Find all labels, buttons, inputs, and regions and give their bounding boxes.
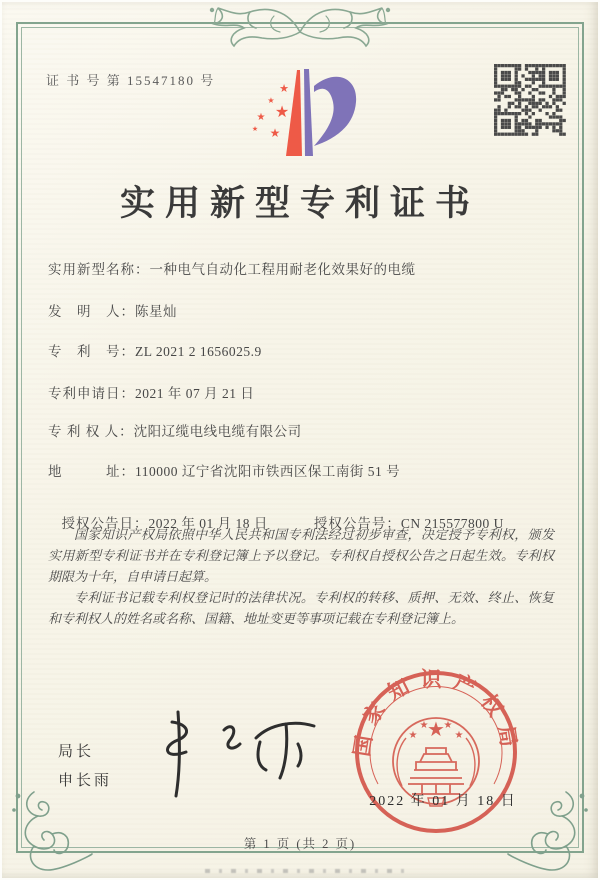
svg-text:★: ★	[269, 126, 281, 140]
svg-text:★: ★	[443, 720, 453, 731]
director-title: 局长	[58, 744, 95, 760]
director-name: 申长雨	[58, 772, 113, 789]
field-row-filing-date	[48, 382, 568, 402]
field-value: 一种电气自动化工程用耐老化效果好的电缆	[149, 262, 416, 277]
field-label: 实用新型名称：	[48, 262, 150, 277]
certificate-number: 证 书 号 第 15547180 号	[46, 73, 216, 88]
cnipa-ip-logo-icon	[230, 56, 370, 168]
seal-date: 2022 年 01 月 18 日	[369, 794, 517, 809]
svg-text:★: ★	[408, 730, 418, 741]
svg-text:★: ★	[427, 719, 445, 741]
legal-paragraph-2: 专利证书记载专利权登记时的法律状况。专利权的转移、质押、无效、终止、恢复和专利权人的姓名或名称、国籍、地址变更等事项记载在专利登记簿上。	[48, 590, 554, 627]
field-row-patent-no	[48, 340, 568, 360]
field-value: 陈星灿	[135, 304, 177, 319]
field-value: 2021 年 07 月 21 日	[135, 386, 255, 401]
field-row-name	[48, 258, 568, 278]
director-block	[58, 738, 112, 795]
certificate-title: 实用新型专利证书	[119, 184, 480, 223]
page-number: 第 1 页 (共 2 页)	[243, 837, 357, 851]
grant-no-value: CN 215577800 U	[400, 516, 504, 531]
svg-text:★: ★	[267, 96, 275, 105]
field-label: 专 利 权 人：	[48, 424, 134, 439]
grant-date-value: 2022 年 01 月 18 日	[148, 516, 268, 531]
legal-text	[48, 524, 554, 629]
svg-text:★: ★	[279, 83, 289, 95]
field-row-patentee	[48, 420, 568, 440]
qr-code	[494, 64, 566, 136]
top-ornament-flourish-icon	[188, 2, 412, 48]
field-label: 地 址：	[48, 464, 135, 479]
field-value: 沈阳辽缆电线电缆有限公司	[133, 424, 302, 439]
field-value: 110000 辽宁省沈阳市铁西区保工南街 51 号	[135, 464, 401, 479]
field-row-address	[48, 460, 568, 480]
official-round-seal-icon	[350, 666, 522, 838]
svg-text:★: ★	[274, 104, 290, 121]
seal-ring-text: 国家知识产权局	[350, 667, 522, 759]
grant-date-label: 授权公告日：	[61, 516, 149, 531]
handwritten-signature-icon	[128, 700, 328, 805]
field-label: 发 明 人：	[48, 304, 135, 319]
cutoff-text-fragment	[205, 869, 405, 873]
field-label: 专 利 号：	[48, 344, 135, 359]
legal-paragraph-1: 国家知识产权局依照中华人民共和国专利法经过初步审查，决定授予专利权，颁发实用新型专利证书并在专利登记簿上予以登记。专利权自授权公告之日起生效。专利权期限为十年，自申请日起算。	[48, 527, 554, 585]
grant-no-label: 授权公告号：	[313, 516, 401, 531]
svg-text:★: ★	[256, 112, 266, 123]
svg-text:国家知识产权局	[350, 668, 522, 759]
svg-text:★: ★	[251, 125, 259, 133]
svg-text:★: ★	[419, 720, 429, 731]
field-value: ZL 2021 2 1656025.9	[135, 344, 262, 359]
field-row-inventor	[48, 300, 568, 320]
field-label: 专利申请日：	[48, 386, 135, 401]
svg-text:★: ★	[454, 730, 464, 741]
